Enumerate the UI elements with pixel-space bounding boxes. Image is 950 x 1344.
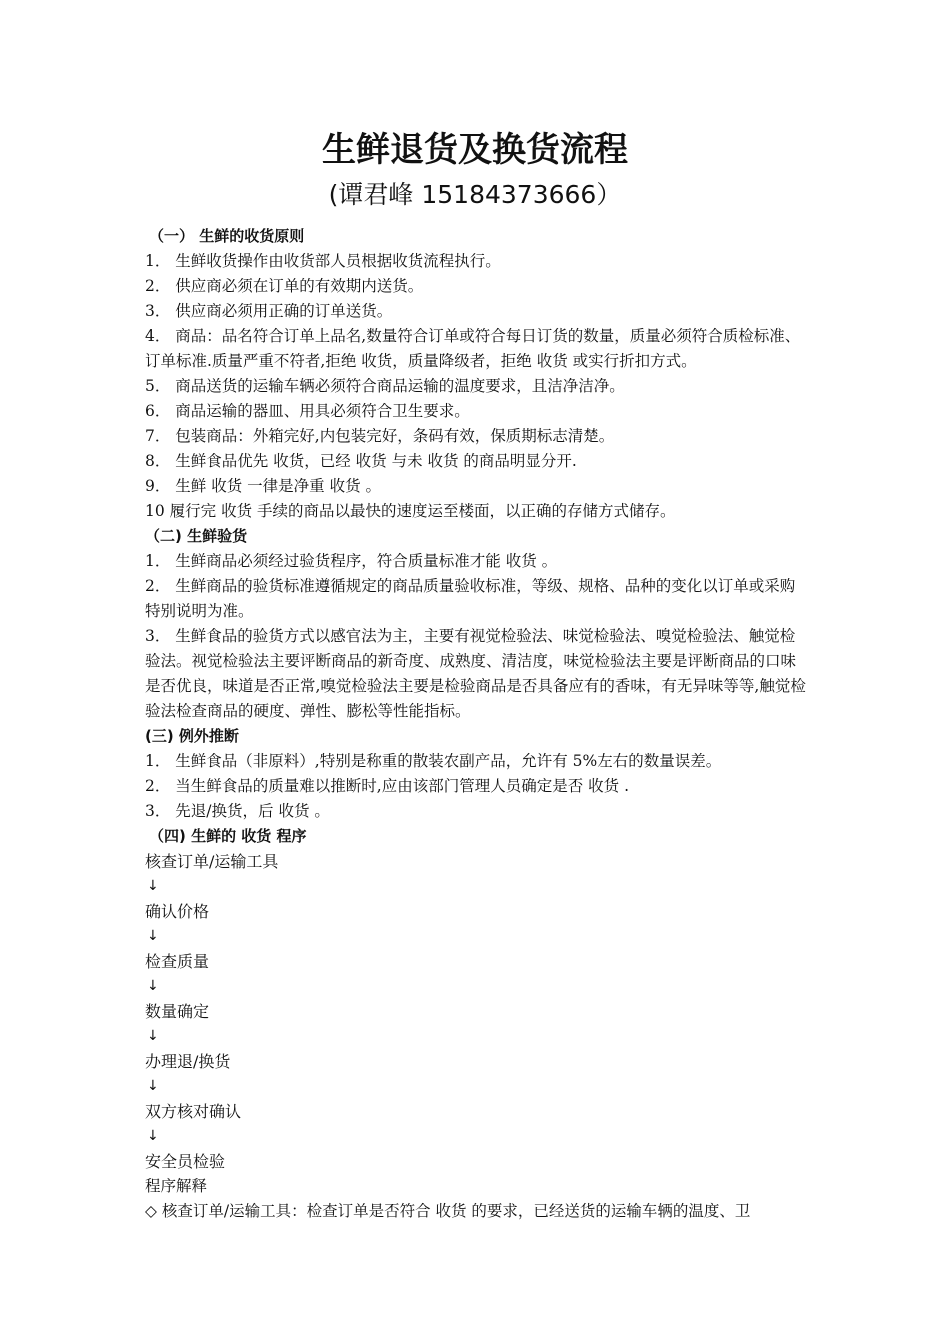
section-heading-receiving-principles: （一） 生鲜的收货原则 <box>149 227 305 245</box>
list-item: 1． 生鲜食品（非原料）,特别是称重的散装农副产品，允许有 5%左右的数量误差。 <box>145 752 722 770</box>
flow-step: 办理退/换货 <box>145 1052 231 1071</box>
section-heading-procedure: （四) 生鲜的 收货 程序 <box>149 827 307 845</box>
list-item: 8． 生鲜食品优先 收货，已经 收货 与未 收货 的商品明显分开. <box>145 452 577 470</box>
list-item: 3． 生鲜食品的验货方式以感官法为主，主要有视觉检验法、味觉检验法、嗅觉检验法、触觉检验法。视觉检验法主要评断商品的新奇度、成熟度、清洁度，味觉检验法主要是评断商品的口味是否优良，味道是否正常,嗅觉检验法主要是检验商品是否具备应有的香味，有无异味等等,触觉检验法检查商品的硬度、弹性、膨松等性能指标。 <box>145 627 806 720</box>
procedure-explanation-text: ◇ 核查订单/运输工具：检查订单是否符合 收货 的要求，已经送货的运输车辆的温度、卫 <box>145 1202 751 1220</box>
procedure-explanation-label: 程序解释 <box>145 1177 208 1195</box>
list-item: 6． 商品运输的器皿、用具必须符合卫生要求。 <box>145 402 470 420</box>
list-item: 2． 供应商必须在订单的有效期内送货。 <box>145 277 424 295</box>
down-arrow-icon: ↓ <box>147 1128 159 1144</box>
list-item: 7． 包装商品：外箱完好,内包装完好，条码有效，保质期标志清楚。 <box>145 427 615 445</box>
list-item: 2． 当生鲜食品的质量难以推断时,应由该部门管理人员确定是否 收货 . <box>145 777 629 795</box>
flow-step: 确认价格 <box>145 902 210 921</box>
list-item: 3． 先退/换货，后 收货 。 <box>145 802 330 820</box>
document-body <box>145 224 810 1224</box>
list-item: 3． 供应商必须用正确的订单送货。 <box>145 302 393 320</box>
list-item: 1． 生鲜商品必须经过验货程序，符合质量标准才能 收货 。 <box>145 552 558 570</box>
down-arrow-icon: ↓ <box>147 928 159 944</box>
document-title: 生鲜退货及换货流程 <box>322 130 628 170</box>
list-item: 4． 商品：品名符合订单上品名,数量符合订单或符合每日订货的数量，质量必须符合质检标准、订单标准.质量严重不符者,拒绝 收货，质量降级者，拒绝 收货 或实行折扣方式。 <box>145 327 801 370</box>
flow-step: 数量确定 <box>145 1002 210 1021</box>
flow-step: 检查质量 <box>145 952 210 971</box>
list-item: 2． 生鲜商品的验货标准遵循规定的商品质量验收标准，等级、规格、品种的变化以订单或采购特别说明为准。 <box>145 577 796 620</box>
down-arrow-icon: ↓ <box>147 978 159 994</box>
list-item: 1． 生鲜收货操作由收货部人员根据收货流程执行。 <box>145 252 501 270</box>
list-item: 10 履行完 收货 手续的商品以最快的速度运至楼面，以正确的存储方式储存。 <box>145 502 676 520</box>
down-arrow-icon: ↓ <box>147 878 159 894</box>
down-arrow-icon: ↓ <box>147 1078 159 1094</box>
flow-step: 双方核对确认 <box>145 1102 242 1121</box>
flow-step: 核查订单/运输工具 <box>145 852 279 871</box>
list-item: 5． 商品送货的运输车辆必须符合商品运输的温度要求，且洁净洁净。 <box>145 377 625 395</box>
flow-step: 安全员检验 <box>145 1152 226 1171</box>
section-heading-inspection: （二) 生鲜验货 <box>145 527 248 545</box>
section-heading-exceptions: (三) 例外推断 <box>145 727 239 745</box>
document-subtitle: (谭君峰 15184373666） <box>328 180 622 209</box>
list-item: 9． 生鲜 收货 一律是净重 收货 。 <box>145 477 381 495</box>
down-arrow-icon: ↓ <box>147 1028 159 1044</box>
